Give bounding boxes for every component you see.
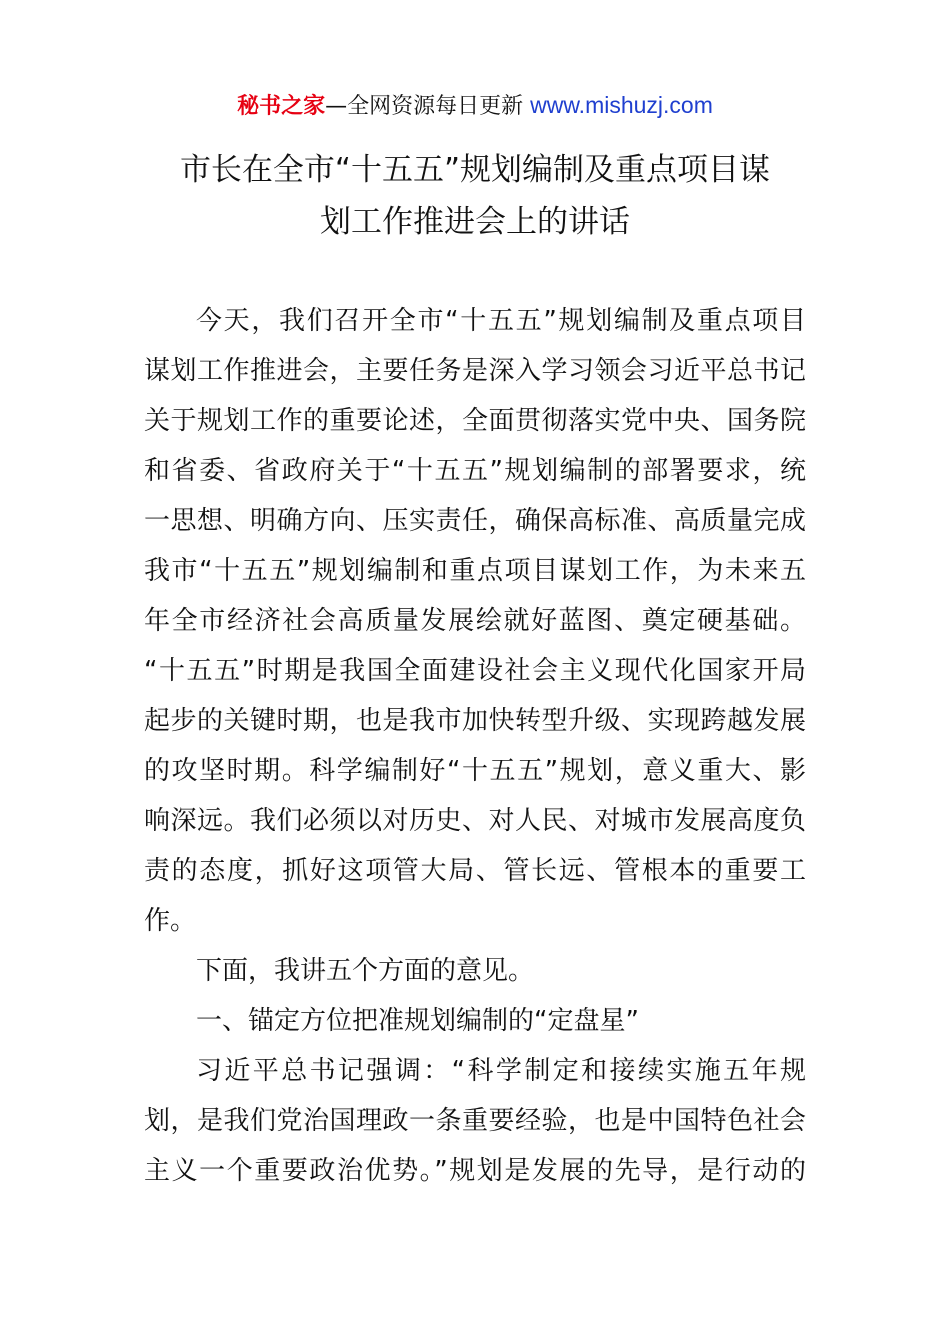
section-heading-1: [144, 996, 806, 1046]
text-line: 一思想、明确方向、压实责任，确保高标准、高质量完成: [144, 506, 806, 536]
text-line: 主义一个重要政治优势。”规划是发展的先导，是行动的: [144, 1156, 806, 1186]
site-tagline: 全网资源每日更新: [347, 94, 524, 119]
text-line: 我市“十五五”规划编制和重点项目谋划工作，为未来五: [144, 556, 806, 586]
site-header: [0, 88, 950, 124]
paragraph-quote: [144, 1046, 806, 1196]
text-line: 起步的关键时期，也是我市加快转型升级、实现跨越发展: [144, 706, 806, 736]
text-line: 和省委、省政府关于“十五五”规划编制的部署要求，统: [144, 456, 806, 486]
text-line: 响深远。我们必须以对历史、对人民、对城市发展高度负: [144, 806, 806, 836]
text-line: 划，是我们党治国理政一条重要经验，也是中国特色社会: [144, 1106, 806, 1136]
text-line: 责的态度，抓好这项管大局、管长远、管根本的重要工: [144, 856, 806, 886]
site-url-link[interactable]: www.mishuzj.com: [530, 92, 713, 118]
text-line: 习近平总书记强调：“科学制定和接续实施五年规: [196, 1056, 806, 1086]
text-line: 作。: [144, 906, 197, 936]
paragraph-intro: [144, 946, 806, 996]
text-line: 今天，我们召开全市“十五五”规划编制及重点项目: [196, 306, 806, 336]
text-line: 的攻坚时期。科学编制好“十五五”规划，意义重大、影: [144, 756, 806, 786]
header-dash: —: [325, 94, 348, 119]
site-brand: 秘书之家: [237, 94, 326, 119]
title-line-2: 划工作推进会上的讲话: [320, 204, 630, 240]
text-line: “十五五”时期是我国全面建设社会主义现代化国家开局: [144, 656, 806, 686]
text-line: 谋划工作推进会，主要任务是深入学习领会习近平总书记: [144, 356, 806, 386]
text-line: 关于规划工作的重要论述，全面贯彻落实党中央、国务院: [144, 406, 806, 436]
document-body: [144, 296, 806, 1196]
document-title: [140, 144, 810, 248]
section-heading-text: 一、锚定方位把准规划编制的“定盘星”: [196, 1006, 639, 1036]
title-line-1: 市长在全市“十五五”规划编制及重点项目谋: [179, 152, 771, 188]
text-line: 下面，我讲五个方面的意见。: [196, 956, 535, 986]
paragraph-opening: [144, 296, 806, 946]
text-line: 年全市经济社会高质量发展绘就好蓝图、奠定硬基础。: [144, 606, 806, 636]
